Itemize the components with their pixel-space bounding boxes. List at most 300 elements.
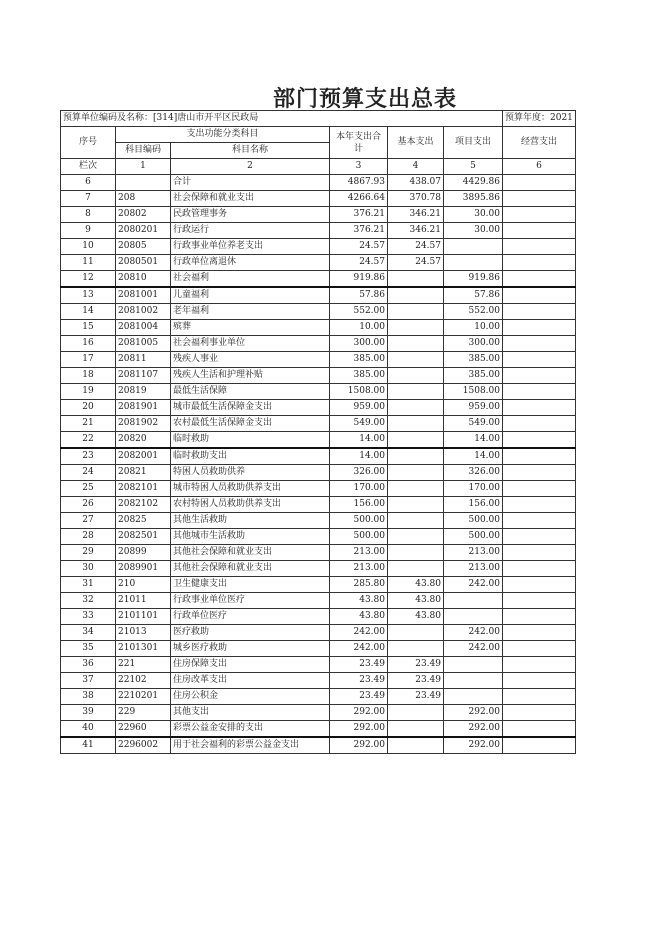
header-business: 经营支出 (503, 127, 576, 159)
row-seq: 14 (61, 304, 116, 320)
row-project (444, 593, 503, 609)
row-business (503, 641, 576, 657)
row-total: 43.80 (330, 609, 388, 625)
table-row (61, 448, 576, 465)
row-basic (388, 320, 444, 336)
row-code: 22960 (116, 721, 171, 738)
row-business (503, 352, 576, 368)
row-name: 殡葬 (171, 320, 330, 336)
row-basic (388, 384, 444, 400)
row-code: 2101301 (116, 641, 171, 657)
row-basic (388, 304, 444, 320)
row-code: 20805 (116, 239, 171, 255)
row-total: 10.00 (330, 320, 388, 336)
table-row (61, 737, 576, 754)
row-basic (388, 287, 444, 304)
row-total: 385.00 (330, 368, 388, 384)
row-seq: 36 (61, 657, 116, 673)
table-row (61, 497, 576, 513)
row-code: 22102 (116, 673, 171, 689)
row-seq: 9 (61, 223, 116, 239)
row-project: 500.00 (444, 529, 503, 545)
row-business (503, 304, 576, 320)
table-row (61, 641, 576, 657)
row-business (503, 207, 576, 223)
row-total: 500.00 (330, 529, 388, 545)
row-code: 221 (116, 657, 171, 673)
header-basic: 基本支出 (388, 127, 444, 159)
row-business (503, 561, 576, 577)
row-name: 临时救助支出 (171, 448, 330, 465)
row-code: 2089901 (116, 561, 171, 577)
row-seq: 38 (61, 689, 116, 705)
row-code: 20802 (116, 207, 171, 223)
row-basic (388, 737, 444, 754)
row-basic: 23.49 (388, 689, 444, 705)
row-business (503, 625, 576, 641)
row-name: 其他生活救助 (171, 513, 330, 529)
header-func: 支出功能分类科目 (116, 127, 330, 143)
row-name: 社会福利事业单位 (171, 336, 330, 352)
row-project: 959.00 (444, 400, 503, 416)
row-business (503, 191, 576, 207)
row-seq: 7 (61, 191, 116, 207)
row-project: 326.00 (444, 465, 503, 481)
row-project (444, 657, 503, 673)
row-name: 最低生活保障 (171, 384, 330, 400)
row-project: 242.00 (444, 577, 503, 593)
row-name: 住房保障支出 (171, 657, 330, 673)
row-name: 合计 (171, 175, 330, 191)
row-total: 300.00 (330, 336, 388, 352)
row-seq: 18 (61, 368, 116, 384)
col-index: 6 (503, 159, 576, 175)
row-business (503, 448, 576, 465)
row-code: 2081901 (116, 400, 171, 416)
row-seq: 26 (61, 497, 116, 513)
row-business (503, 239, 576, 255)
row-basic (388, 352, 444, 368)
row-seq: 32 (61, 593, 116, 609)
col-index: 3 (330, 159, 388, 175)
row-project: 3895.86 (444, 191, 503, 207)
row-project: 292.00 (444, 705, 503, 721)
row-total: 23.49 (330, 689, 388, 705)
header-total: 本年支出合计 (330, 127, 388, 159)
row-basic (388, 368, 444, 384)
row-code: 208 (116, 191, 171, 207)
row-project: 1508.00 (444, 384, 503, 400)
row-name: 城市最低生活保障金支出 (171, 400, 330, 416)
row-code: 21013 (116, 625, 171, 641)
table-row (61, 577, 576, 593)
row-basic (388, 529, 444, 545)
row-total: 242.00 (330, 625, 388, 641)
table-row (61, 175, 576, 191)
table-row (61, 657, 576, 673)
row-basic: 370.78 (388, 191, 444, 207)
row-business (503, 336, 576, 352)
row-seq: 31 (61, 577, 116, 593)
row-seq: 33 (61, 609, 116, 625)
row-code: 2081902 (116, 416, 171, 432)
row-seq: 28 (61, 529, 116, 545)
row-project (444, 689, 503, 705)
row-name: 农村最低生活保障金支出 (171, 416, 330, 432)
row-total: 376.21 (330, 223, 388, 239)
row-name: 住房改革支出 (171, 673, 330, 689)
header-seq: 序号 (61, 127, 116, 159)
row-business (503, 320, 576, 336)
row-seq: 37 (61, 673, 116, 689)
row-total: 326.00 (330, 465, 388, 481)
table-row (61, 336, 576, 352)
row-business (503, 657, 576, 673)
row-name: 民政管理事务 (171, 207, 330, 223)
row-project: 242.00 (444, 641, 503, 657)
row-project: 156.00 (444, 497, 503, 513)
unit-info: 预算单位编码及名称：[314]唐山市开平区民政局 (61, 111, 503, 127)
row-name: 行政单位离退休 (171, 255, 330, 271)
page-title: 部门预算支出总表 (272, 87, 457, 112)
header-project: 项目支出 (444, 127, 503, 159)
table-row (61, 481, 576, 497)
row-basic (388, 721, 444, 738)
row-total: 156.00 (330, 497, 388, 513)
row-code: 2081107 (116, 368, 171, 384)
row-business (503, 529, 576, 545)
row-total: 4867.93 (330, 175, 388, 191)
row-seq: 21 (61, 416, 116, 432)
row-name: 用于社会福利的彩票公益金支出 (171, 737, 330, 754)
row-seq: 16 (61, 336, 116, 352)
row-seq: 19 (61, 384, 116, 400)
row-business (503, 705, 576, 721)
row-code: 2080501 (116, 255, 171, 271)
row-code (116, 175, 171, 191)
row-code: 20820 (116, 432, 171, 449)
table-row (61, 191, 576, 207)
row-total: 919.86 (330, 271, 388, 288)
row-project: 292.00 (444, 721, 503, 738)
row-seq: 13 (61, 287, 116, 304)
row-seq: 8 (61, 207, 116, 223)
row-total: 385.00 (330, 352, 388, 368)
row-name: 卫生健康支出 (171, 577, 330, 593)
row-project: 57.86 (444, 287, 503, 304)
row-project: 30.00 (444, 207, 503, 223)
table-row (61, 271, 576, 288)
row-name: 其他社会保障和就业支出 (171, 545, 330, 561)
row-total: 292.00 (330, 737, 388, 754)
row-project: 10.00 (444, 320, 503, 336)
col-index-label: 栏次 (61, 159, 116, 175)
row-basic: 346.21 (388, 207, 444, 223)
row-project: 14.00 (444, 448, 503, 465)
row-code: 2081005 (116, 336, 171, 352)
row-business (503, 287, 576, 304)
row-business (503, 175, 576, 191)
row-total: 14.00 (330, 432, 388, 449)
row-seq: 20 (61, 400, 116, 416)
row-total: 959.00 (330, 400, 388, 416)
row-name: 老年福利 (171, 304, 330, 320)
table-row (61, 239, 576, 255)
row-business (503, 481, 576, 497)
row-project: 385.00 (444, 368, 503, 384)
row-business (503, 368, 576, 384)
row-basic (388, 448, 444, 465)
row-name: 残疾人生活和护理补贴 (171, 368, 330, 384)
row-basic: 438.07 (388, 175, 444, 191)
row-basic: 43.80 (388, 593, 444, 609)
row-total: 213.00 (330, 545, 388, 561)
row-total: 23.49 (330, 673, 388, 689)
row-total: 292.00 (330, 721, 388, 738)
row-seq: 12 (61, 271, 116, 288)
row-business (503, 384, 576, 400)
table-row (61, 673, 576, 689)
table-row (61, 416, 576, 432)
row-seq: 30 (61, 561, 116, 577)
row-project: 242.00 (444, 625, 503, 641)
row-name: 特困人员救助供养 (171, 465, 330, 481)
row-basic: 43.80 (388, 577, 444, 593)
col-index: 4 (388, 159, 444, 175)
col-index: 2 (171, 159, 330, 175)
row-total: 376.21 (330, 207, 388, 223)
row-project: 300.00 (444, 336, 503, 352)
row-business (503, 545, 576, 561)
row-code: 2082001 (116, 448, 171, 465)
row-name: 行政事业单位医疗 (171, 593, 330, 609)
row-project: 14.00 (444, 432, 503, 449)
table-row (61, 561, 576, 577)
row-seq: 10 (61, 239, 116, 255)
row-name: 行政单位医疗 (171, 609, 330, 625)
row-business (503, 673, 576, 689)
table-row (61, 545, 576, 561)
row-business (503, 689, 576, 705)
row-name: 社会保障和就业支出 (171, 191, 330, 207)
row-total: 1508.00 (330, 384, 388, 400)
row-code: 20899 (116, 545, 171, 561)
row-project (444, 609, 503, 625)
row-code: 2210201 (116, 689, 171, 705)
table-row (61, 625, 576, 641)
row-basic (388, 641, 444, 657)
row-code: 2080201 (116, 223, 171, 239)
row-code: 210 (116, 577, 171, 593)
row-code: 2082101 (116, 481, 171, 497)
row-name: 儿童福利 (171, 287, 330, 304)
row-name: 残疾人事业 (171, 352, 330, 368)
header-name: 科目名称 (171, 143, 330, 159)
budget-table (60, 110, 576, 754)
row-seq: 35 (61, 641, 116, 657)
row-business (503, 465, 576, 481)
row-business (503, 223, 576, 239)
table-row (61, 368, 576, 384)
row-seq: 15 (61, 320, 116, 336)
row-total: 549.00 (330, 416, 388, 432)
row-business (503, 400, 576, 416)
row-total: 4266.64 (330, 191, 388, 207)
row-basic (388, 497, 444, 513)
table-row (61, 721, 576, 738)
row-project (444, 239, 503, 255)
row-seq: 27 (61, 513, 116, 529)
row-seq: 39 (61, 705, 116, 721)
row-seq: 25 (61, 481, 116, 497)
row-project: 4429.86 (444, 175, 503, 191)
row-total: 23.49 (330, 657, 388, 673)
table-row (61, 513, 576, 529)
row-project: 385.00 (444, 352, 503, 368)
row-basic: 43.80 (388, 609, 444, 625)
table-row (61, 223, 576, 239)
row-total: 500.00 (330, 513, 388, 529)
table-row (61, 384, 576, 400)
table-row (61, 320, 576, 336)
row-basic (388, 561, 444, 577)
row-code: 229 (116, 705, 171, 721)
row-business (503, 432, 576, 449)
row-code: 2101101 (116, 609, 171, 625)
table-row (61, 207, 576, 223)
row-name: 住房公积金 (171, 689, 330, 705)
table-row (61, 352, 576, 368)
row-basic (388, 416, 444, 432)
row-project: 500.00 (444, 513, 503, 529)
table-row (61, 529, 576, 545)
row-project: 213.00 (444, 545, 503, 561)
row-project: 552.00 (444, 304, 503, 320)
table-row (61, 689, 576, 705)
row-code: 2082102 (116, 497, 171, 513)
row-total: 170.00 (330, 481, 388, 497)
row-seq: 40 (61, 721, 116, 738)
row-business (503, 255, 576, 271)
row-seq: 41 (61, 737, 116, 754)
row-name: 其他社会保障和就业支出 (171, 561, 330, 577)
row-code: 2081001 (116, 287, 171, 304)
row-name: 行政运行 (171, 223, 330, 239)
row-seq: 6 (61, 175, 116, 191)
row-business (503, 609, 576, 625)
row-code: 2081004 (116, 320, 171, 336)
table-row (61, 609, 576, 625)
row-basic: 346.21 (388, 223, 444, 239)
row-total: 213.00 (330, 561, 388, 577)
row-name: 社会福利 (171, 271, 330, 288)
row-basic: 24.57 (388, 255, 444, 271)
row-basic: 23.49 (388, 673, 444, 689)
table-row (61, 287, 576, 304)
row-total: 24.57 (330, 239, 388, 255)
row-seq: 24 (61, 465, 116, 481)
row-total: 242.00 (330, 641, 388, 657)
row-code: 2296002 (116, 737, 171, 754)
row-basic (388, 481, 444, 497)
row-basic: 24.57 (388, 239, 444, 255)
budget-year: 预算年度：2021 (503, 111, 576, 127)
row-basic (388, 432, 444, 449)
row-project: 919.86 (444, 271, 503, 288)
row-seq: 11 (61, 255, 116, 271)
row-project: 30.00 (444, 223, 503, 239)
row-name: 其他支出 (171, 705, 330, 721)
row-project (444, 673, 503, 689)
row-code: 20810 (116, 271, 171, 288)
row-basic (388, 625, 444, 641)
row-business (503, 737, 576, 754)
row-name: 城市特困人员救助供养支出 (171, 481, 330, 497)
row-total: 24.57 (330, 255, 388, 271)
row-total: 285.80 (330, 577, 388, 593)
row-project: 213.00 (444, 561, 503, 577)
row-project: 549.00 (444, 416, 503, 432)
row-code: 20811 (116, 352, 171, 368)
row-basic (388, 400, 444, 416)
table-row (61, 400, 576, 416)
row-code: 20821 (116, 465, 171, 481)
row-name: 农村特困人员救助供养支出 (171, 497, 330, 513)
row-basic (388, 271, 444, 288)
table-row (61, 465, 576, 481)
row-business (503, 513, 576, 529)
row-total: 292.00 (330, 705, 388, 721)
row-basic (388, 545, 444, 561)
header-code: 科目编码 (116, 143, 171, 159)
row-business (503, 721, 576, 738)
row-business (503, 416, 576, 432)
row-name: 城乡医疗救助 (171, 641, 330, 657)
row-project: 292.00 (444, 737, 503, 754)
col-index: 5 (444, 159, 503, 175)
row-basic (388, 336, 444, 352)
row-code: 20825 (116, 513, 171, 529)
row-basic (388, 705, 444, 721)
row-name: 彩票公益金安排的支出 (171, 721, 330, 738)
row-seq: 22 (61, 432, 116, 449)
row-seq: 29 (61, 545, 116, 561)
row-name: 医疗救助 (171, 625, 330, 641)
row-name: 行政事业单位养老支出 (171, 239, 330, 255)
table-row (61, 255, 576, 271)
row-basic: 23.49 (388, 657, 444, 673)
row-seq: 23 (61, 448, 116, 465)
row-business (503, 593, 576, 609)
table-row (61, 705, 576, 721)
row-total: 552.00 (330, 304, 388, 320)
row-basic (388, 465, 444, 481)
row-code: 21011 (116, 593, 171, 609)
row-business (503, 497, 576, 513)
row-seq: 17 (61, 352, 116, 368)
col-index: 1 (116, 159, 171, 175)
row-seq: 34 (61, 625, 116, 641)
row-code: 20819 (116, 384, 171, 400)
table-row (61, 593, 576, 609)
row-project (444, 255, 503, 271)
row-total: 57.86 (330, 287, 388, 304)
row-code: 2082501 (116, 529, 171, 545)
row-name: 其他城市生活救助 (171, 529, 330, 545)
row-total: 14.00 (330, 448, 388, 465)
row-project: 170.00 (444, 481, 503, 497)
table-row (61, 432, 576, 449)
